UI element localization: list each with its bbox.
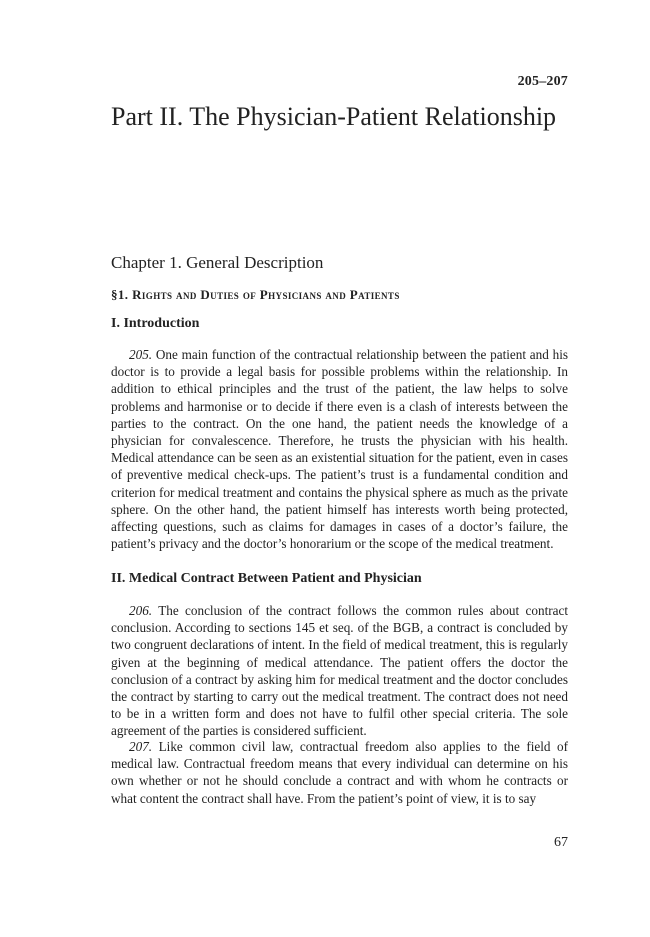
paragraph-number: 205. [129,347,153,362]
paragraph-number: 207. [129,739,153,754]
paragraph-text: One main function of the contractual relationship between the patient and his doctor is to provide a legal basis for possible problems within the relationship. In addition to ethical principles and the trust of the patient, the law helps to solve problems and harmonise or to decide if there even is a clash of interests between the parties to the contract. On the one hand, the patient needs the knowledge of a physician for convalescence. Therefore, he trusts the physician with his health. Medical attendance can be seen as an existential situation for the patient, even in cases of preventive medical check-ups. The patient’s trust is a fundamental condition and criterion for medical treatment and contains the physical sphere as much as the private sphere. On the other hand, the patient himself has interests worth being protected, affecting questions, such as claims for damages in cases of a doctor’s failure, the patient’s privacy and the doctor’s honorarium or the scope of the medical treatment. [111,347,568,552]
paragraph-text: Like common civil law, contractual freedom also applies to the field of medical law. Contractual freedom means that every individual can determine on his own whether or not he should conclude a contract and with whom he contracts or what content the contract shall have. From the patient’s point of view, it is to say [111,739,569,806]
paragraph-207 [111,738,568,807]
part-title: Part II. The Physician-Patient Relationship [111,102,557,131]
paragraph-number: 206. [129,603,153,618]
page-number: 67 [554,835,568,850]
section-title: §1. Rights and Duties of Physicians and Patients [111,287,400,302]
paragraph-206 [111,602,568,740]
running-head: 205–207 [517,74,568,89]
chapter-title: Chapter 1. General Description [111,253,324,272]
subheading-medical-contract: II. Medical Contract Between Patient and Physician [111,571,422,586]
subheading-introduction: I. Introduction [111,316,200,331]
paragraph-205 [111,346,568,552]
paragraph-text: The conclusion of the contract follows the common rules about contract conclusion. According to sections 145 et seq. of the BGB, a contract is concluded by two congruent declarations of intent. In the field of medical treatment, this is regularly given at the beginning of medical attendance. The patient offers the doctor the conclusion of a contract by asking him for medical treatment and the doctor concludes the contract by starting to carry out the medical treatment. The contract does not need to be in a written form and does not have to fulfil other special criteria. The sole agreement of the parties is considered sufficient. [111,603,568,739]
